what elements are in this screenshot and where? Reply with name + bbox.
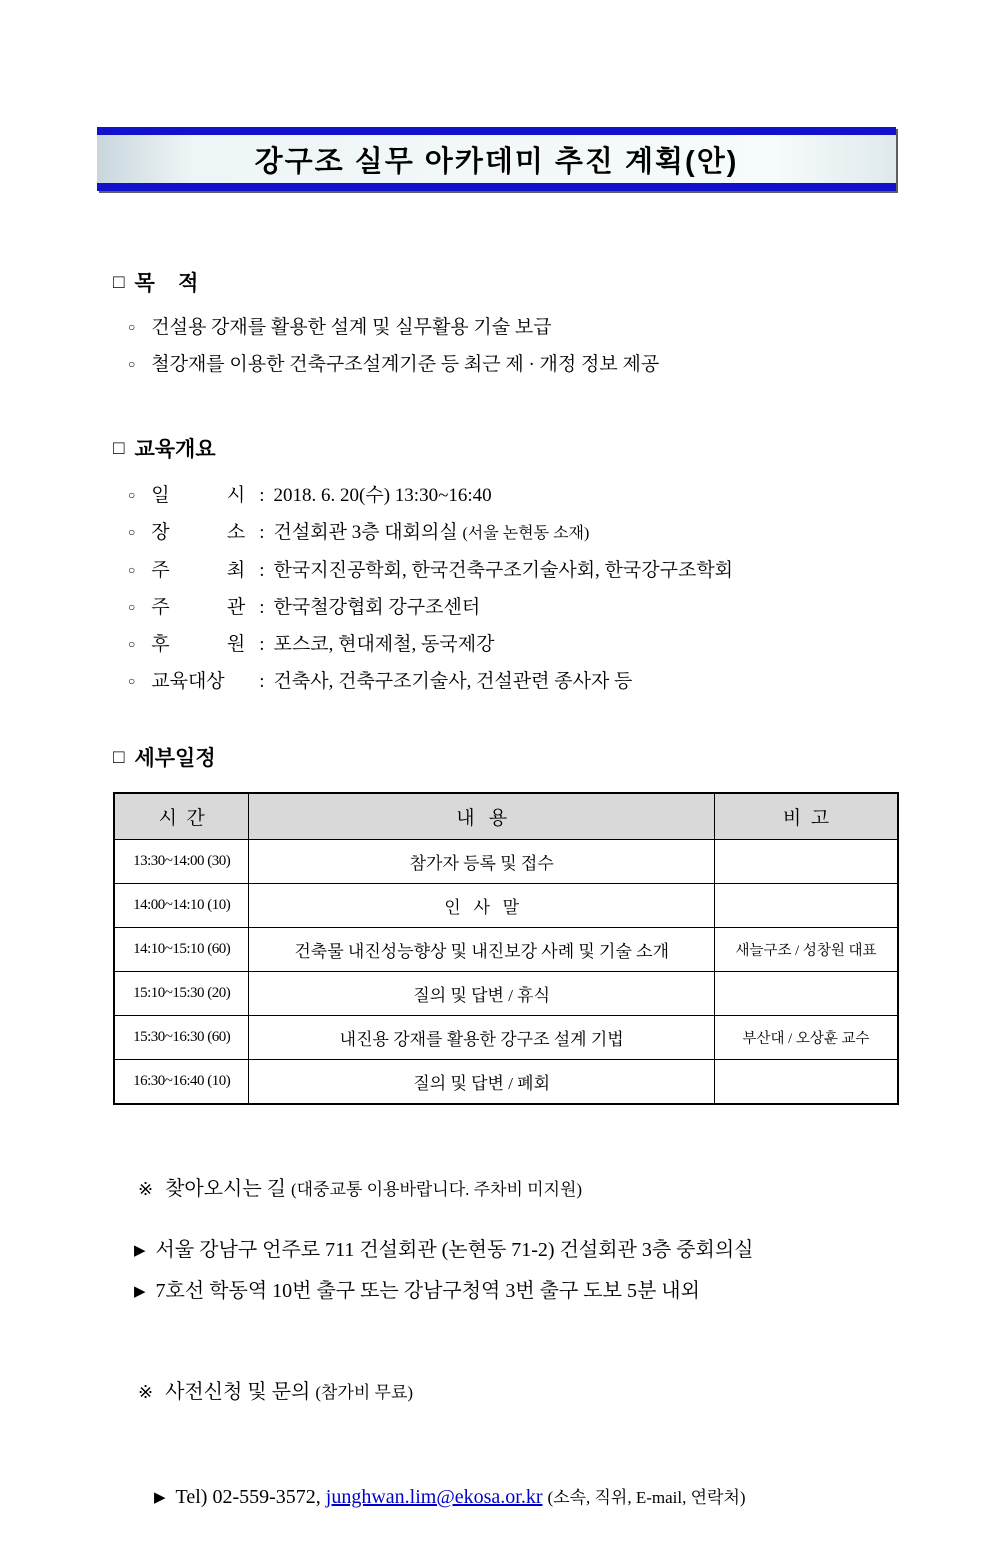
directions-item-address [134,1230,992,1271]
overview-label: 일 시 [151,485,246,506]
time-cell: 13:30~14:00 (30) [114,840,249,884]
content-cell: 인 사 말 [249,884,715,928]
title-banner [97,127,896,191]
directions-heading [118,1149,992,1224]
overview-separator: : [259,597,265,618]
arrow-bullet-icon: ▶ [154,1490,166,1506]
time-cell: 15:30~16:30 (60) [114,1016,249,1060]
remark-cell [715,972,898,1016]
overview-value: 건설회관 3층 대회의실 [273,522,458,543]
banner-body [97,135,896,183]
square-bullet-icon: □ [113,746,125,768]
reference-mark-icon: ※ [138,1382,154,1402]
content-cell: 질의 및 답변 / 폐회 [249,1060,715,1105]
overview-row-hosts [128,552,992,589]
content-cell: 건축물 내진성능향상 및 내진보강 사례 및 기술 소개 [249,928,715,972]
circle-bullet-icon: ○ [128,357,136,371]
banner-top-bar [97,127,896,135]
contact-line [134,1437,992,1558]
column-header-time: 시 간 [114,793,249,840]
remark-cell [715,840,898,884]
overview-value: 한국지진공학회, 한국건축구조기술사회, 한국강구조학회 [273,560,734,581]
contact-extra-note: (소속, 직위, E-mail, 연락처) [547,1488,746,1507]
directions-item-text: 7호선 학동역 10번 출구 또는 강남구청역 3번 출구 도보 5분 내외 [155,1280,700,1302]
table-row [114,1016,898,1060]
purpose-item-text: 건설용 강재를 활용한 설계 및 실무활용 기술 보급 [151,317,552,338]
content-cell: 내진용 강재를 활용한 강구조 설계 기법 [249,1016,715,1060]
schedule-header-row [114,793,898,840]
application-note: (참가비 무료) [315,1383,414,1402]
table-row [114,972,898,1016]
remark-cell [715,884,898,928]
directions-heading-label: 찾아오시는 길 [165,1178,287,1200]
schedule-heading-label: 세부일정 [134,747,216,770]
square-bullet-icon: □ [113,271,125,293]
purpose-heading-label: 목 적 [134,272,199,295]
overview-heading-label: 교육개요 [134,438,216,461]
time-cell: 14:00~14:10 (10) [114,884,249,928]
circle-bullet-icon: ○ [128,525,136,539]
overview-separator: : [259,634,265,655]
overview-row-venue [128,514,992,552]
overview-row-datetime [128,477,992,514]
tel-label: Tel) 02-559-3572, [175,1486,321,1508]
section-heading-overview [113,433,992,463]
overview-separator: : [259,485,265,506]
time-cell: 16:30~16:40 (10) [114,1060,249,1105]
overview-label: 장 소 [151,522,246,543]
overview-value: 포스코, 현대제철, 동국제강 [273,634,495,655]
overview-row-organizer [128,589,992,626]
overview-value: 2018. 6. 20(수) 13:30~16:40 [273,485,492,506]
arrow-bullet-icon: ▶ [134,1243,146,1259]
time-cell: 14:10~15:10 (60) [114,928,249,972]
remark-cell [715,1060,898,1105]
section-heading-schedule [113,742,992,772]
remark-cell: 새늘구조 / 성창원 대표 [715,928,898,972]
content-cell: 질의 및 답변 / 휴식 [249,972,715,1016]
directions-item-text: 서울 강남구 언주로 711 건설회관 (논현동 71-2) 건설회관 3층 중회의실 [155,1239,754,1261]
column-header-remark: 비 고 [715,793,898,840]
application-heading-label: 사전신청 및 문의 [165,1381,311,1403]
purpose-item [128,346,992,383]
application-heading [118,1352,992,1427]
page-title: 강구조 실무 아카데미 추진 계획(안) [254,145,739,178]
table-row [114,1060,898,1105]
overview-row-audience [128,663,992,700]
table-row [114,928,898,972]
circle-bullet-icon: ○ [128,600,136,614]
directions-item-subway [134,1271,992,1312]
overview-value: 한국철강협회 강구조센터 [273,597,481,618]
overview-label: 후 원 [151,634,246,655]
arrow-bullet-icon: ▶ [134,1284,146,1300]
remark-cell: 부산대 / 오상훈 교수 [715,1016,898,1060]
table-row [114,884,898,928]
purpose-item-text: 철강재를 이용한 건축구조설계기준 등 최근 제 · 개정 정보 제공 [151,354,660,375]
purpose-item [128,309,992,346]
overview-label: 주 최 [151,560,246,581]
document-page [0,127,992,1530]
time-cell: 15:10~15:30 (20) [114,972,249,1016]
table-row [114,840,898,884]
directions-note: (대중교통 이용바랍니다. 주차비 미지원) [291,1180,583,1199]
overview-label: 교육대상 [151,671,225,692]
schedule-table [113,792,899,1105]
circle-bullet-icon: ○ [128,320,136,334]
overview-separator: : [259,560,265,581]
circle-bullet-icon: ○ [128,563,136,577]
circle-bullet-icon: ○ [128,488,136,502]
overview-row-sponsors [128,626,992,663]
email-link[interactable]: junghwan.lim@ekosa.or.kr [325,1486,543,1508]
section-heading-purpose [113,267,992,297]
overview-value: 건축사, 건축구조기술사, 건설관련 종사자 등 [273,671,633,692]
overview-value-note: (서울 논현동 소재) [462,525,590,542]
reference-mark-icon: ※ [138,1179,154,1199]
circle-bullet-icon: ○ [128,637,136,651]
overview-label: 주 관 [151,597,246,618]
banner-bottom-bar [97,183,896,191]
circle-bullet-icon: ○ [128,674,136,688]
column-header-content: 내 용 [249,793,715,840]
content-cell: 참가자 등록 및 접수 [249,840,715,884]
square-bullet-icon: □ [113,437,125,459]
overview-separator: : [259,522,265,543]
overview-separator: : [259,671,265,692]
